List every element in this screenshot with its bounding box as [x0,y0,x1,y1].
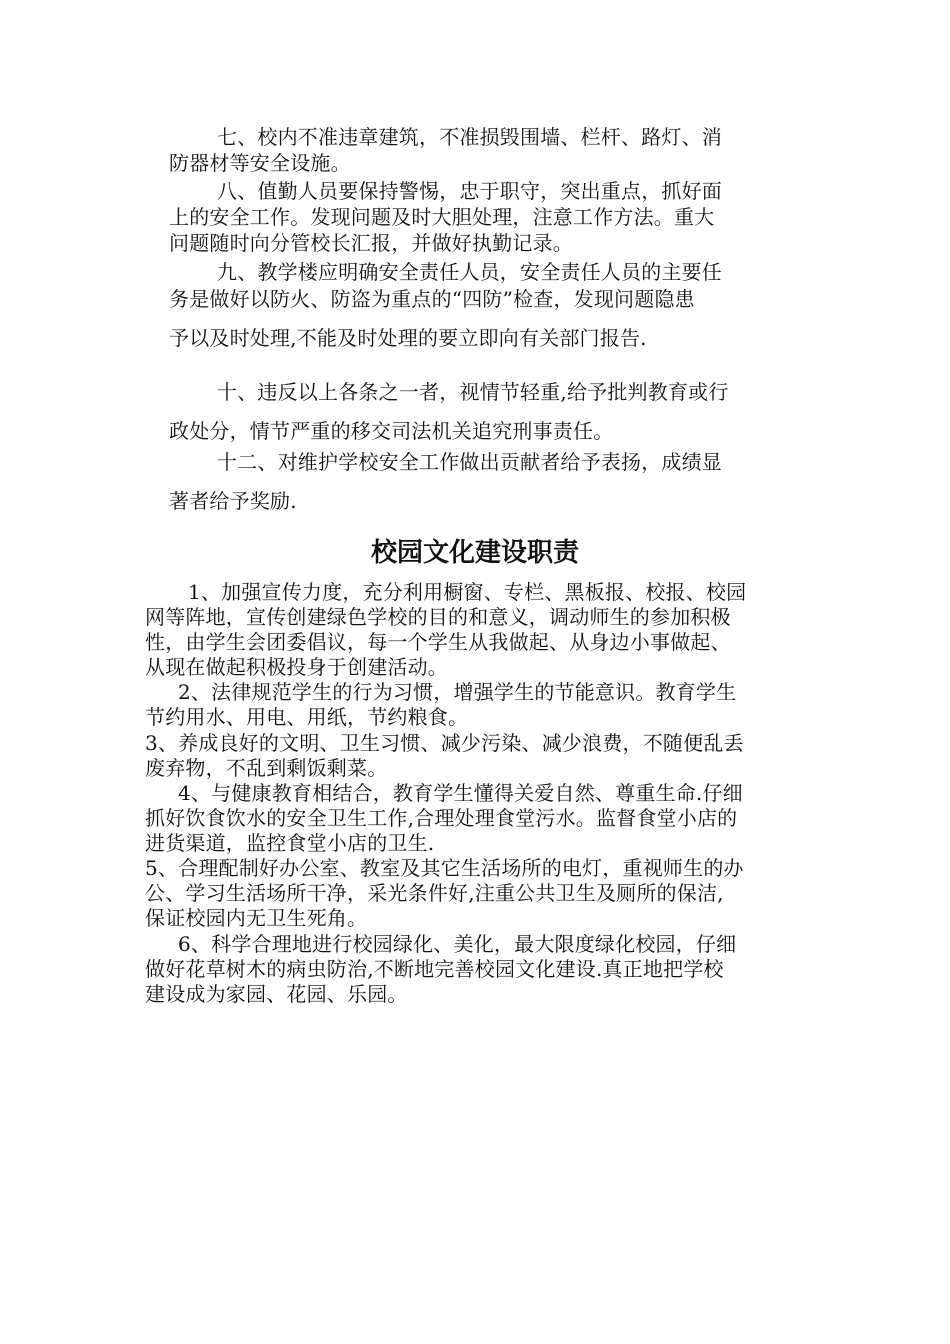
text-line: 予以及时处理,不能及时处理的要立即向有关部门报告. [169,326,647,350]
text-line: 十、违反以上各条之一者，视情节轻重,给予批判教育或行 [217,380,729,404]
text-line: 5、合理配制好办公室、教室及其它生活场所的电灯，重视师生的办 [145,856,744,880]
text-line: 1、加强宣传力度，充分利用橱窗、专栏、黑板报、校报、校园 [188,580,747,604]
text-line: 问题随时向分管校长汇报，并做好执勤记录。 [169,231,573,255]
text-line: 做好花草树木的病虫防治,不断地完善校园文化建设.真正地把学校 [145,957,724,981]
text-line: 3、养成良好的文明、卫生习惯、减少污染、减少浪费，不随便乱丢 [145,731,744,755]
text-line: 废弃物，不乱到剩饭剩菜。 [145,756,388,780]
text-line: 节约用水、用电、用纸，节约粮食。 [145,705,469,729]
text-line: 2、法律规范学生的行为习惯，增强学生的节能意识。教育学生 [178,680,737,704]
text-line: 进货渠道，监控食堂小店的卫生. [145,831,435,855]
text-line: 八、值勤人员要保持警惕，忠于职守，突出重点，抓好面 [217,179,722,203]
text-line: 务是做好以防火、防盗为重点的“四防”检查，发现问题隐患 [169,287,695,311]
text-line: 著者给予奖励. [169,489,297,513]
text-line: 政处分，情节严重的移交司法机关追究刑事责任。 [169,419,614,443]
text-line: 保证校园内无卫生死角。 [145,906,368,930]
section-title: 校园文化建设职责 [370,538,579,568]
text-line: 十二、对维护学校安全工作做出贡献者给予表扬，成绩显 [217,450,722,474]
text-line: 抓好饮食饮水的安全卫生工作,合理处理食堂污水。监督食堂小店的 [145,806,738,830]
text-line: 性，由学生会团委倡议，每一个学生从我做起、从身边小事做起、 [145,630,731,654]
text-line: 6、科学合理地进行校园绿化、美化，最大限度绿化校园，仔细 [178,932,737,956]
text-line: 4、与健康教育相结合，教育学生懂得关爱自然、尊重生命.仔细 [178,781,743,805]
text-line: 七、校内不准违章建筑，不准损毁围墙、栏杆、路灯、消 [217,125,722,149]
text-line: 上的安全工作。发现问题及时大胆处理，注意工作方法。重大 [169,205,715,229]
text-line: 九、教学楼应明确安全责任人员，安全责任人员的主要任 [217,260,722,284]
text-line: 从现在做起积极投身于创建活动。 [145,655,448,679]
text-line: 建设成为家园、花园、乐园。 [145,982,408,1006]
text-line: 网等阵地，宣传创建绿色学校的目的和意义，调动师生的参加积极 [145,605,731,629]
text-line: 公、学习生活场所干净，采光条件好,注重公共卫生及厕所的保洁, [145,881,724,905]
text-line: 防器材等安全设施。 [169,151,351,175]
